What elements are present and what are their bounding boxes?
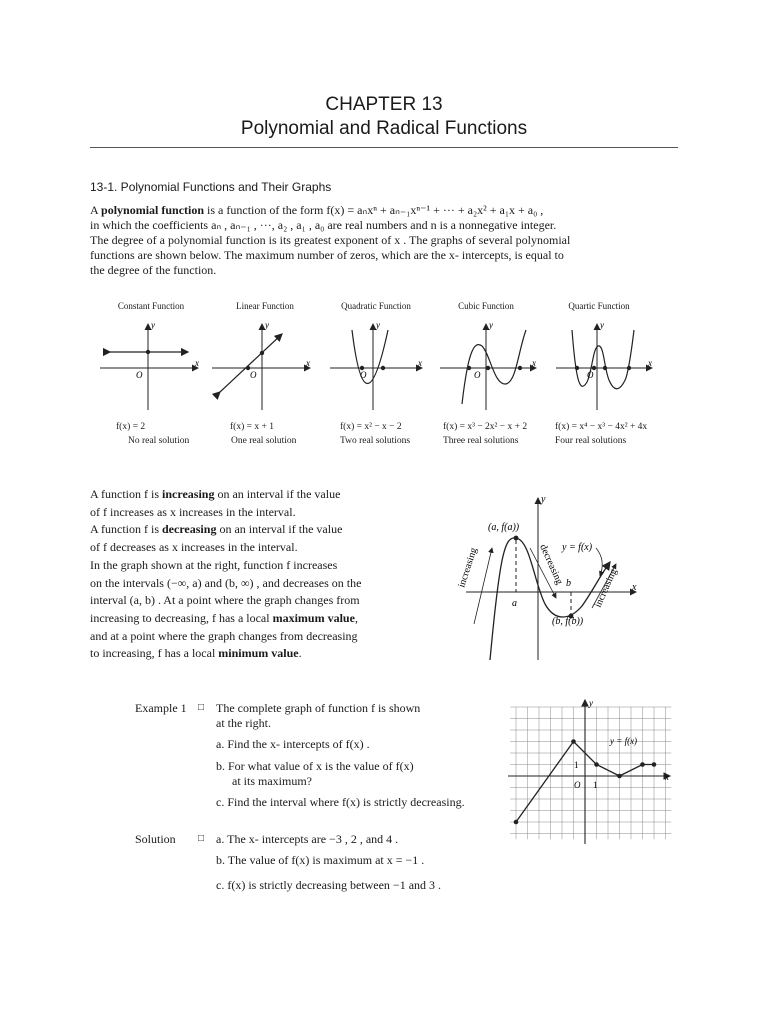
- text-line: increasing to decreasing, f has a local maximum value,: [90, 610, 358, 625]
- graph-title-constant: Constant Function: [117, 301, 185, 311]
- graph-solutions-quadratic: Two real solutions: [340, 436, 411, 446]
- curve-vertex: [640, 762, 645, 767]
- extrema-graph: [456, 492, 640, 664]
- axis-y-label: y: [600, 320, 604, 330]
- example-bullet: □: [198, 702, 205, 713]
- solution-line: b. The value of f(x) is maximum at x = −1 .: [216, 853, 425, 867]
- axis-x-label: x: [306, 358, 310, 368]
- function-graphs: [90, 312, 680, 412]
- axis-y-label: y: [151, 320, 155, 330]
- example-text: [216, 701, 465, 810]
- origin-label: O: [136, 370, 143, 380]
- curve-vertex: [514, 820, 519, 825]
- graph-equation-linear: f(x) = x + 1: [230, 422, 274, 432]
- intro-line: in which the coefficients aₙ , aₙ₋₁ , ···, a₂ , a₁ , a₀ are real numbers and n is a nonnegative integer.: [90, 218, 557, 232]
- graph-solutions-cubic: Three real solutions: [443, 436, 519, 446]
- a-label: a: [512, 598, 517, 609]
- example-line: c. Find the interval where f(x) is strictly decreasing.: [216, 795, 465, 810]
- local-min-label: (b, f(b)): [552, 616, 584, 627]
- chapter-divider: [90, 147, 678, 148]
- axis-y-label: y: [265, 320, 269, 330]
- y-unit-label: 1: [574, 760, 579, 770]
- example-line: a. Find the x- intercepts of f(x) .: [216, 737, 370, 752]
- origin-label: O: [360, 370, 367, 380]
- solution-line: c. f(x) is strictly decreasing between −1 and 3 .: [216, 878, 442, 892]
- axis-x-label: x: [195, 358, 199, 368]
- graph-equation-quadratic: f(x) = x² − x − 2: [340, 422, 402, 432]
- graph-equation-cubic: f(x) = x³ − 2x² − x + 2: [443, 422, 528, 432]
- graph-title-cubic: Cubic Function: [458, 301, 514, 311]
- axis-x-label: x: [648, 358, 652, 368]
- intro-line: A polynomial function is a function of the form f(x) = aₙxⁿ + aₙ₋₁xⁿ⁻¹ + ··· + a₂x² + a₁x + a₀ ,: [90, 203, 544, 217]
- example-line: at the right.: [216, 716, 271, 731]
- axis-y-label: y: [489, 320, 493, 330]
- constant-graph: [100, 320, 199, 410]
- decreasing-annotation: decreasing: [537, 542, 565, 587]
- graph-solutions-quartic: Four real solutions: [555, 436, 627, 446]
- solution-bullet: □: [198, 833, 205, 844]
- axis-y-label: y: [376, 320, 380, 330]
- curve-vertex: [652, 762, 657, 767]
- axis-y-label: y: [589, 698, 593, 708]
- axis-x-label: x: [418, 358, 422, 368]
- text-line: A function f is increasing on an interval if the value: [90, 487, 341, 501]
- example-line: at its maximum?: [232, 773, 312, 788]
- axis-y-label: y: [541, 494, 546, 505]
- function-label: y = f(x): [610, 736, 638, 746]
- quartic-graph: [556, 320, 652, 410]
- b-label: b: [566, 578, 571, 589]
- solution-text: [216, 832, 441, 893]
- intro-line: The degree of a polynomial function is its greatest exponent of x . The graphs of several polynomial: [90, 233, 571, 247]
- text-line: interval (a, b) . At a point where the graph changes from: [90, 593, 360, 608]
- linear-graph: [212, 320, 310, 410]
- text-line: and at a point where the graph changes from decreasing: [90, 628, 358, 643]
- section-heading: 13-1. Polynomial Functions and Their Graphs: [90, 180, 332, 194]
- local-max-label: (a, f(a)): [488, 522, 520, 533]
- graph-equation-quartic: f(x) = x⁴ − x³ − 4x² + 4x: [555, 422, 648, 432]
- example-label: Example 1: [135, 701, 187, 715]
- graph-solutions-constant: No real solution: [128, 436, 190, 446]
- example-grid-graph: [500, 698, 680, 846]
- text-line: In the graph shown at the right, function f increases: [90, 557, 338, 572]
- curve-vertex: [617, 774, 622, 779]
- text-line: of f decreases as x increases in the interval.: [90, 540, 298, 555]
- increasing-annotation: increasing: [456, 546, 480, 589]
- origin-label: O: [250, 370, 257, 380]
- graph-solutions-linear: One real solution: [231, 436, 297, 446]
- intro-line: functions are shown below. The maximum number of zeros, which are the x- intercepts, is equal to: [90, 248, 564, 262]
- monotonicity-paragraph: [90, 486, 361, 663]
- solution-line: a. The x- intercepts are −3 , 2 , and 4 .: [216, 832, 399, 846]
- curve-vertex: [571, 739, 576, 744]
- example-line: The complete graph of function f is shown: [216, 701, 421, 715]
- graph-title-quadratic: Quadratic Function: [341, 301, 411, 311]
- text-line: on the intervals (−∞, a) and (b, ∞) , and decreases on the: [90, 575, 362, 590]
- intro-paragraph: [90, 203, 570, 278]
- increasing-annotation-right: increasing: [592, 567, 620, 610]
- origin-label: O: [474, 370, 481, 380]
- axis-x-label: x: [532, 358, 536, 368]
- text-line: of f increases as x increases in the interval.: [90, 504, 296, 519]
- solution-label: Solution: [135, 832, 176, 846]
- function-label: y = f(x): [562, 542, 593, 553]
- axis-x-label: x: [632, 582, 637, 593]
- curve-vertex: [594, 762, 599, 767]
- graph-title-quartic: Quartic Function: [568, 301, 630, 311]
- cubic-graph: [440, 320, 536, 410]
- intro-line: the degree of the function.: [90, 263, 217, 277]
- origin-label: O: [587, 370, 594, 380]
- axis-x-label: x: [665, 772, 669, 782]
- quadratic-graph: [330, 320, 422, 410]
- graph-title-linear: Linear Function: [236, 301, 294, 311]
- example-line: b. For what value of x is the value of f(x): [216, 758, 414, 773]
- graph-equation-constant: f(x) = 2: [116, 422, 146, 432]
- text-line: to increasing, f has a local minimum value.: [90, 646, 302, 661]
- chapter-title: Polynomial and Radical Functions: [240, 118, 528, 139]
- x-unit-label: 1: [593, 780, 598, 790]
- chapter-number: CHAPTER 13: [325, 94, 443, 115]
- origin-label: O: [574, 780, 581, 790]
- text-line: A function f is decreasing on an interval if the value: [90, 522, 343, 537]
